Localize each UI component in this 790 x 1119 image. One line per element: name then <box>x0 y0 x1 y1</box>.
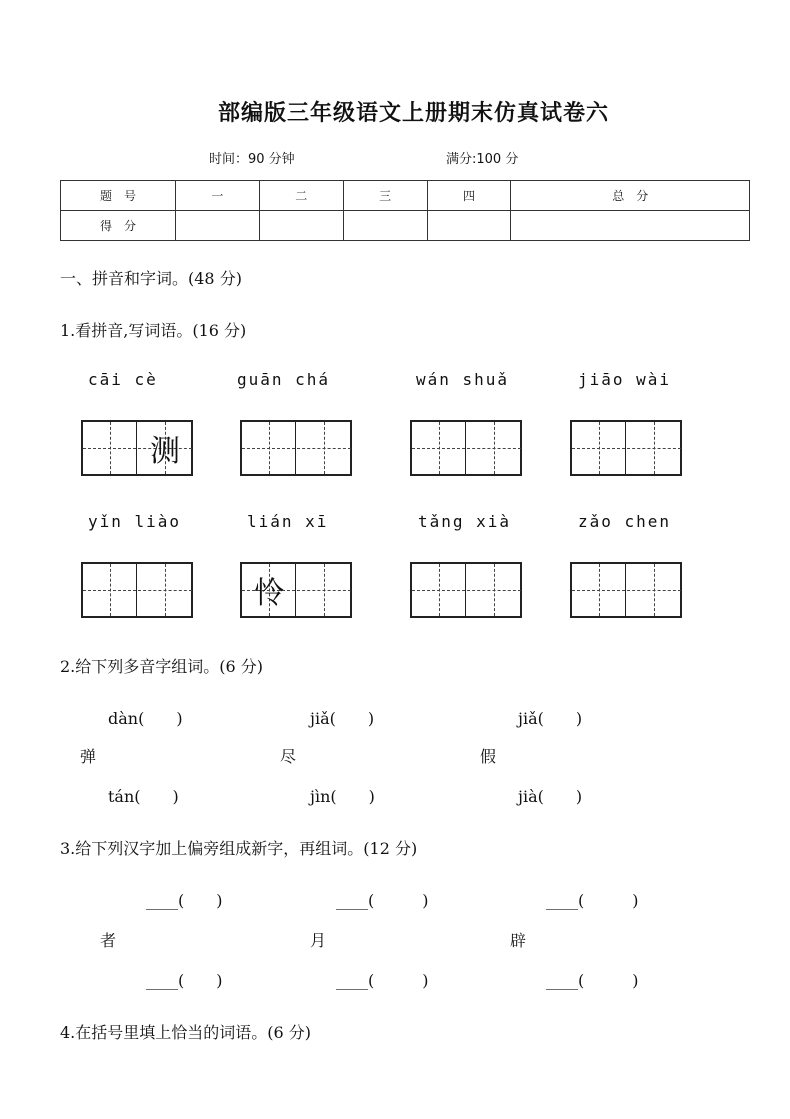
polyphone-char: 假 <box>480 747 497 766</box>
radical-blank[interactable]: ____( ) <box>336 971 429 990</box>
question-4-title: 4.在括号里填上恰当的词语。(6 分) <box>60 1023 312 1042</box>
writing-grid[interactable] <box>81 562 193 618</box>
grid-char <box>412 564 466 616</box>
pinyin-label: lián xī <box>247 512 329 531</box>
polyphone-blank[interactable]: tán( ) <box>108 787 179 806</box>
polyphone-blank[interactable]: jià( ) <box>518 787 583 806</box>
radical-blank[interactable]: ____( ) <box>336 891 429 910</box>
row-label: 得 分 <box>61 211 176 241</box>
grid-char <box>83 564 137 616</box>
pinyin-label: guān chá <box>237 370 331 389</box>
radical-blank[interactable]: ____( ) <box>546 971 639 990</box>
writing-grid[interactable] <box>570 420 682 476</box>
question-3-title: 3.给下列汉字加上偏旁组成新字，再组词。(12 分) <box>60 839 418 858</box>
page-title: 部编版三年级语文上册期末仿真试卷六 <box>218 101 610 126</box>
writing-grid[interactable] <box>410 562 522 618</box>
grid-char <box>572 564 626 616</box>
exam-time: 时间：90 分钟 <box>209 152 295 167</box>
pinyin-label: tǎng xià <box>418 512 512 531</box>
grid-char <box>627 422 681 474</box>
pinyin-label: zǎo chen <box>578 512 672 531</box>
radical-blank[interactable]: ____( ) <box>146 971 223 990</box>
header-cell: 三 <box>343 181 427 211</box>
polyphone-char: 尽 <box>280 747 297 766</box>
full-score: 满分:100 分 <box>446 152 519 167</box>
score-cell[interactable] <box>343 211 427 241</box>
question-1-title: 1.看拼音,写词语。(16 分) <box>60 321 247 340</box>
header-cell: 二 <box>259 181 343 211</box>
pinyin-label: jiāo wài <box>578 370 672 389</box>
pinyin-label: wán shuǎ <box>416 370 510 389</box>
polyphone-blank[interactable]: jìn( ) <box>310 787 375 806</box>
score-cell[interactable] <box>511 211 750 241</box>
writing-grid[interactable] <box>570 562 682 618</box>
writing-grid[interactable] <box>410 420 522 476</box>
grid-char <box>242 422 296 474</box>
grid-char <box>83 422 137 474</box>
section-1-heading: 一、拼音和字词。(48 分) <box>60 269 242 288</box>
grid-char <box>467 422 521 474</box>
grid-char <box>412 422 466 474</box>
question-2-title: 2.给下列多音字组词。(6 分) <box>60 657 264 676</box>
grid-char: 怜 <box>254 576 284 611</box>
grid-char <box>297 422 351 474</box>
radical-char: 月 <box>310 931 327 950</box>
grid-char <box>467 564 521 616</box>
writing-grid[interactable] <box>240 562 352 618</box>
polyphone-blank[interactable]: jiǎ( ) <box>518 709 583 728</box>
grid-char <box>297 564 351 616</box>
polyphone-blank[interactable]: dàn( ) <box>108 709 183 728</box>
radical-char: 者 <box>100 931 117 950</box>
grid-char <box>572 422 626 474</box>
radical-blank[interactable]: ____( ) <box>146 891 223 910</box>
score-table-header-row <box>61 181 750 211</box>
grid-char: 测 <box>150 434 180 469</box>
radical-blank[interactable]: ____( ) <box>546 891 639 910</box>
header-cell: 题 号 <box>61 181 176 211</box>
radical-char: 辟 <box>510 931 527 950</box>
score-cell[interactable] <box>427 211 511 241</box>
pinyin-label: yǐn liào <box>88 512 182 531</box>
header-cell: 总 分 <box>511 181 750 211</box>
grid-char <box>627 564 681 616</box>
score-cell[interactable] <box>176 211 260 241</box>
polyphone-char: 弹 <box>80 747 97 766</box>
header-cell: 一 <box>176 181 260 211</box>
score-cell[interactable] <box>259 211 343 241</box>
score-table-score-row <box>61 211 750 241</box>
score-table <box>60 180 750 241</box>
writing-grid[interactable] <box>240 420 352 476</box>
pinyin-label: cāi cè <box>88 370 158 389</box>
grid-char <box>138 564 192 616</box>
writing-grid[interactable] <box>81 420 193 476</box>
polyphone-blank[interactable]: jiǎ( ) <box>310 709 375 728</box>
header-cell: 四 <box>427 181 511 211</box>
